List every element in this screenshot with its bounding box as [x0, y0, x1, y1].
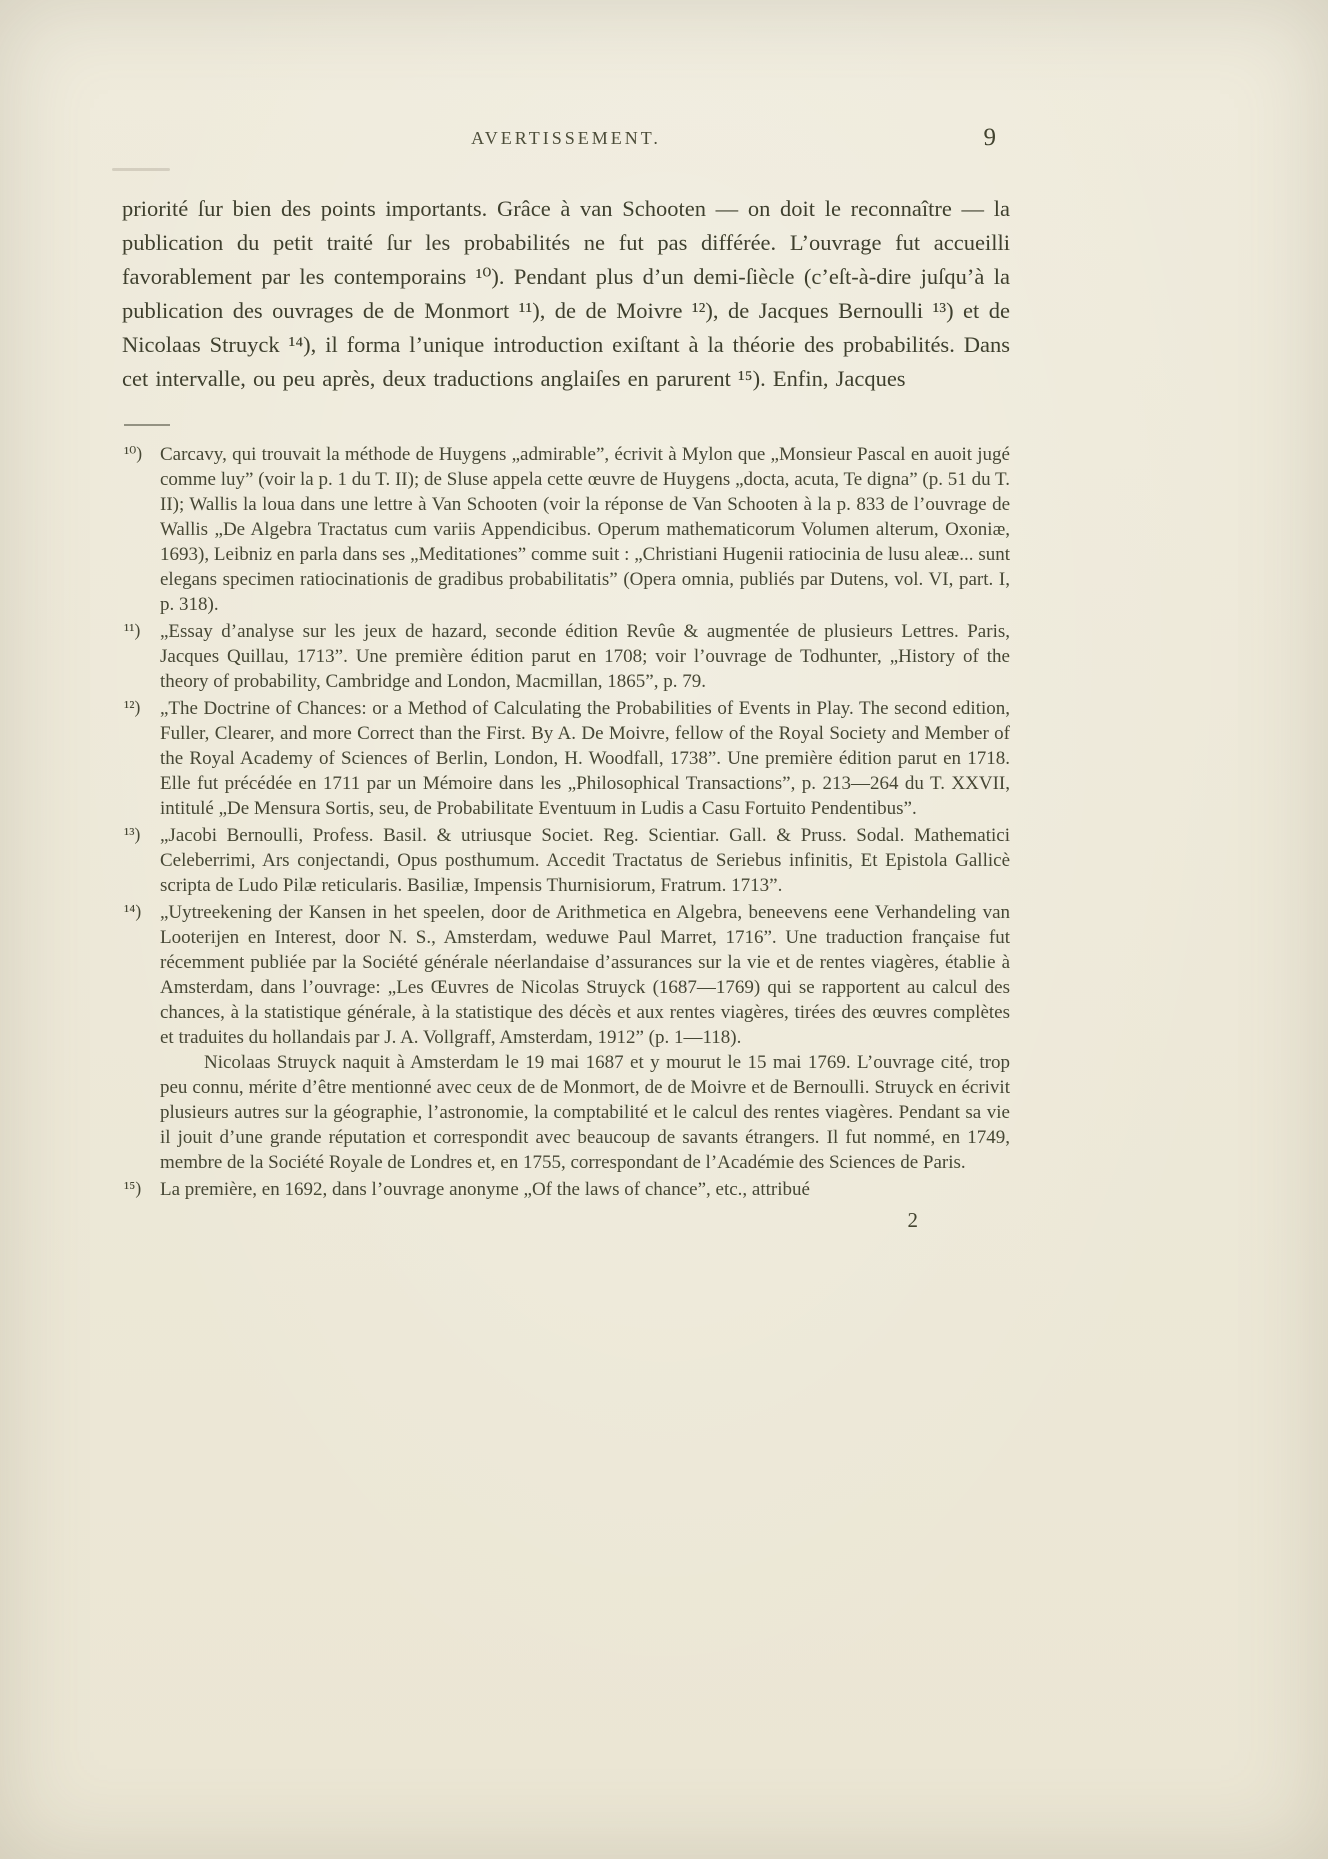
footnote-marker: ¹⁵): [124, 1178, 142, 1198]
footnote-text: Carcavy, qui trouvait la méthode de Huygens „admirable”, écrivit à Mylon que „Monsieur Pascal en auoit jugé comme luy” (voir la p. 1 du T. II); de Sluse appela cette œuvre de Huygens „docta, acuta, Te digna” (p. 51 du T. II); Wallis la loua dans une lettre à Van Schooten (voir la réponse de Van Schooten à la p. 833 de l’ouvrage de Wallis „De Algebra Tractatus cum variis Appendicibus. Operum mathematicorum Volumen alterum, Oxoniæ, 1693), Leibniz en parla dans ses „Meditationes” comme suit : „Christiani Hugenii ratiocinia de lusu aleæ... sunt elegans specimen ratiocinationis de gradibus probabilitatis” (Opera omnia, publiés par Dutens, vol. VI, part. I, p. 318).: [160, 444, 1010, 615]
footnote-item: [122, 696, 1010, 821]
footnote-item: [122, 619, 1010, 694]
body-paragraph: priorité ſur bien des points importants. Grâce à van Schooten — on doit le reconnaître — la publication du petit traité ſur les probabilités ne fut pas différée. L’ouvrage fut accueilli favorablement par les contemporains ¹⁰). Pendant plus d’un demi-ſiècle (c’eſt-à-dire juſqu’à la publication des ouvrages de de Monmort ¹¹), de de Moivre ¹²), de Jacques Bernoulli ¹³) et de Nicolaas Struyck ¹⁴), il forma l’unique introduction exiſtant à la théorie des probabilités. Dans cet intervalle, ou peu après, deux traductions anglaiſes en parurent ¹⁵). Enfin, Jacques: [122, 196, 1010, 391]
page-header: [122, 124, 1010, 162]
footnote-text-continued: Nicolaas Struyck naquit à Amsterdam le 19 mai 1687 et y mourut le 15 mai 1769. L’ouvrage cité, trop peu connu, mérite d’être mentionné avec ceux de de Monmort, de de Moivre et de Bernoulli. Struyck en écrivit plusieurs autres sur la géographie, l’astronomie, la comptabilité et le calcul des rentes viagères. Pendant sa vie il jouit d’une grande réputation et correspondit avec beaucoup de savants étrangers. Il fut nommé, en 1749, membre de la Société Royale de Londres et, en 1755, correspondant de l’Académie des Sciences de Paris.: [160, 1052, 1010, 1173]
footnote-text: „Uytreekening der Kansen in het speelen, door de Arithmetica en Algebra, beneevens eene Verhandeling van Looterijen en Interest, door N. S., Amsterdam, weduwe Paul Marret, 1716”. Une traduction française fut récemment publiée par la Société générale néerlandaise d’assurances sur la vie et de rentes viagères, établie à Amsterdam, dans l’ouvrage: „Les Œuvres de Nicolas Struyck (1687—1769) qui se rapportent au calcul des chances, à la statistique générale, à la statistique des décès et aux rentes viagères, tirées des œuvres complètes et traduites du hollandais par J. A. Vollgraff, Amsterdam, 1912” (p. 1—118).: [160, 902, 1010, 1048]
page-content: [122, 124, 1010, 1233]
footnote-text: La première, en 1692, dans l’ouvrage anonyme „Of the laws of chance”, etc., attribué: [160, 1179, 810, 1200]
footnote-marker: ¹⁴): [124, 901, 142, 921]
footnote-text: „The Doctrine of Chances: or a Method of Calculating the Probabilities of Events in Play. The second edition, Fuller, Clearer, and more Correct than the First. By A. De Moivre, fellow of the Royal Society and Member of the Royal Academy of Sciences of Berlin, London, H. Woodfall, 1738”. Une première édition parut en 1718. Elle fut précédée en 1711 par un Mémoire dans les „Philosophical Transactions”, p. 213—264 du T. XXVII, intitulé „De Mensura Sortis, seu, de Probabilitate Eventuum in Ludis a Casu Fortuito Pendentibus”.: [160, 698, 1010, 819]
footnote-separator: [124, 424, 170, 426]
footnote-text: „Jacobi Bernoulli, Profess. Basil. & utriusque Societ. Reg. Scientiar. Gall. & Pruss. Sodal. Mathematici Celeberrimi, Ars conjectandi, Opus posthumum. Accedit Tractatus de Seriebus infinitis, Et Epistola Gallicè scripta de Ludo Pilæ reticularis. Basiliæ, Impensis Thurnisiorum, Fratrum. 1713”.: [160, 825, 1010, 896]
footnote-text: „Essay d’analyse sur les jeux de hazard, seconde édition Revûe & augmentée de plusieurs Lettres. Paris, Jacques Quillau, 1713”. Une première édition parut en 1708; voir l’ouvrage de Todhunter, „History of the theory of probability, Cambridge and London, Macmillan, 1865”, p. 79.: [160, 621, 1010, 692]
footnote-marker: ¹⁰): [124, 443, 143, 463]
running-title: AVERTISSEMENT.: [471, 128, 661, 148]
footnotes-section: [122, 442, 1010, 1202]
sheet-signature: 2: [907, 1208, 918, 1232]
footnote-marker: ¹²): [124, 697, 141, 717]
footnote-item: [122, 900, 1010, 1175]
footnote-item: [122, 823, 1010, 898]
footnote-item: [122, 442, 1010, 617]
footnote-marker: ¹³): [124, 824, 141, 844]
footnote-marker: ¹¹): [124, 620, 141, 640]
footnote-item: [122, 1177, 1010, 1202]
page-number: 9: [983, 124, 996, 151]
